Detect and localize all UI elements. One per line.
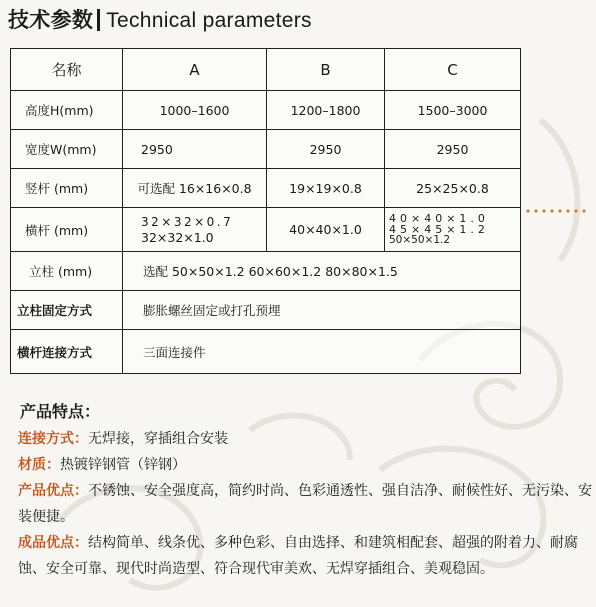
table-row bbox=[11, 252, 521, 291]
cell-height-c: 1500–3000 bbox=[385, 91, 521, 130]
heading-divider bbox=[97, 9, 100, 31]
feature-material-text: 热镀锌钢管（锌钢） bbox=[60, 457, 186, 473]
table-row bbox=[11, 208, 521, 252]
feature-finished-text: 结构简单、线条优、多种色彩、自由选择、和建筑相配套、超强的附着力、耐腐蚀、安全可靠、现代时尚造型、符合现代审美欢、无焊穿插组合、美观稳固。 bbox=[18, 535, 578, 577]
heading-en: Technical parameters bbox=[106, 9, 312, 32]
rail-c-option-1: 40×40×1.0 bbox=[389, 212, 489, 225]
feature-material bbox=[18, 452, 594, 478]
cell-column-value: 选配 50×50×1.2 60×60×1.2 80×80×1.5 bbox=[123, 252, 521, 291]
cell-width-b: 2950 bbox=[267, 130, 385, 169]
features-title: 产品特点： bbox=[20, 402, 101, 421]
feature-connect-text: 无焊接，穿插组合安装 bbox=[88, 431, 228, 447]
feature-connect-key: 连接方式： bbox=[18, 431, 88, 447]
rail-c-option-3: 50×50×1.2 bbox=[389, 234, 451, 246]
cell-width-a: 2950 bbox=[123, 130, 267, 169]
feature-finished-key: 成品优点： bbox=[18, 535, 88, 551]
table-row bbox=[11, 330, 521, 374]
feature-advantages-text: 不锈蚀、安全强度高，简约时尚、色彩通透性、强自洁净、耐候性好、无污染、安装便捷。 bbox=[18, 483, 592, 525]
row-label-post-bar: 竖杆 (mm) bbox=[11, 169, 123, 208]
feature-connect bbox=[18, 426, 594, 452]
cell-rail-a bbox=[123, 208, 267, 252]
cell-height-a: 1000–1600 bbox=[123, 91, 267, 130]
row-label-rail: 横杆 (mm) bbox=[11, 208, 123, 252]
cell-width-c: 2950 bbox=[385, 130, 521, 169]
table-row bbox=[11, 291, 521, 330]
row-label-width: 宽度W(mm) bbox=[11, 130, 123, 169]
table-row bbox=[11, 169, 521, 208]
product-features bbox=[18, 398, 594, 582]
cell-post-bar-c: 25×25×0.8 bbox=[385, 169, 521, 208]
rail-c-option-2: 45×45×1.2 bbox=[389, 223, 489, 236]
cell-post-bar-a: 可选配 16×16×0.8 bbox=[123, 169, 267, 208]
parameters-table bbox=[10, 48, 521, 374]
feature-advantages bbox=[18, 478, 594, 530]
cell-column-fix-value: 膨胀螺丝固定或打孔预埋 bbox=[123, 291, 521, 330]
feature-material-key: 材质： bbox=[18, 457, 60, 473]
table-row bbox=[11, 130, 521, 169]
feature-finished bbox=[18, 530, 594, 582]
table-row bbox=[11, 49, 521, 91]
header-name: 名称 bbox=[11, 49, 123, 91]
cell-rail-b: 40×40×1.0 bbox=[267, 208, 385, 252]
page-heading bbox=[8, 4, 312, 34]
header-c: C bbox=[385, 49, 521, 91]
cell-rail-connect-value: 三面连接件 bbox=[123, 330, 521, 374]
row-label-column-fix: 立柱固定方式 bbox=[11, 291, 123, 330]
rail-a-option-2: 32×32×1.0 bbox=[141, 229, 214, 245]
row-label-rail-connect: 横杆连接方式 bbox=[11, 330, 123, 374]
rail-a-option-1: 32×32×0.7 bbox=[141, 214, 234, 229]
header-a: A bbox=[123, 49, 267, 91]
feature-advantages-key: 产品优点： bbox=[18, 483, 88, 499]
cell-post-bar-b: 19×19×0.8 bbox=[267, 169, 385, 208]
cell-rail-c bbox=[385, 208, 521, 252]
row-label-column: 立柱 (mm) bbox=[11, 252, 123, 291]
header-b: B bbox=[267, 49, 385, 91]
heading-cn: 技术参数 bbox=[8, 8, 94, 32]
decorative-dots bbox=[524, 209, 588, 213]
cell-height-b: 1200–1800 bbox=[267, 91, 385, 130]
table-row bbox=[11, 91, 521, 130]
row-label-height: 高度H(mm) bbox=[11, 91, 123, 130]
